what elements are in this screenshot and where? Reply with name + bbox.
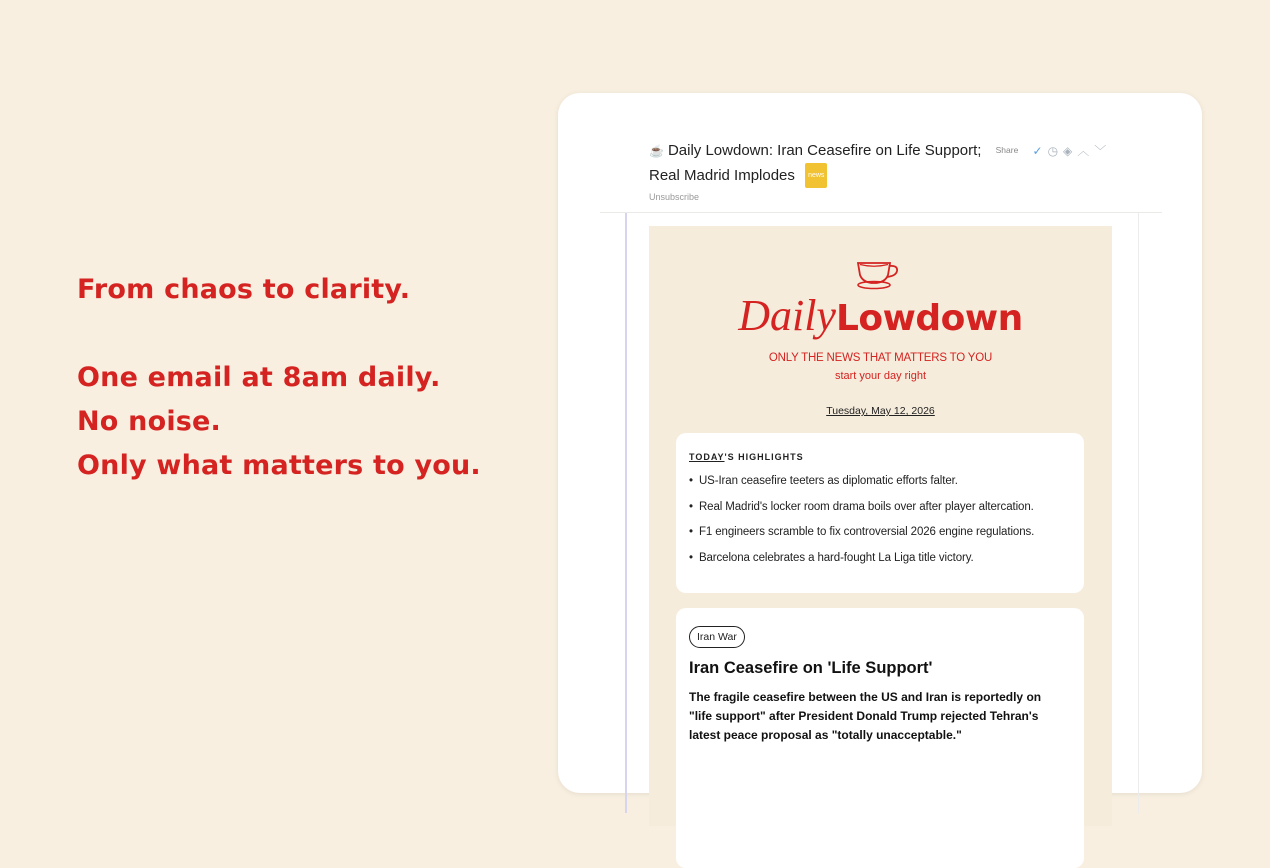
story-lede: The fragile ceasefire between the US and Iran is reportedly on "life support" after President Donald Trump rejected Tehran's latest peace proposal as "totally unacceptable." [689, 690, 1042, 742]
hero-line-1: From chaos to clarity. [77, 274, 411, 305]
hero-line-4: Only what matters to you. [77, 450, 481, 481]
list-item: • F1 engineers scramble to fix controversial 2026 engine regulations. [689, 520, 1034, 546]
highlights-list [689, 469, 1034, 571]
highlights-title [689, 452, 804, 462]
subject-line-2: Real Madrid Implodes [649, 167, 795, 184]
newsletter-body [649, 226, 1112, 826]
list-item: • Barcelona celebrates a hard-fought La Liga title victory. [689, 546, 1034, 572]
list-item: • Real Madrid's locker room drama boils over after player altercation. [689, 495, 1034, 521]
share-button[interactable]: Share [995, 145, 1019, 155]
hero-text [77, 268, 481, 488]
email-subject [649, 139, 1149, 188]
chevron-up-icon[interactable]: ︿ [1077, 144, 1095, 158]
label-tag[interactable]: news [805, 163, 827, 188]
list-item: • US-Iran ceasefire teeters as diplomatic efforts falter. [689, 469, 1034, 495]
subject-line-1: Daily Lowdown: Iran Ceasefire on Life Support; [667, 142, 982, 159]
highlights-card [676, 433, 1084, 593]
hero-line-2: One email at 8am daily. [77, 362, 441, 393]
unsubscribe-link[interactable]: Unsubscribe [649, 192, 700, 202]
highlights-title-today: TODAY [689, 452, 725, 462]
email-toolbar [1033, 140, 1112, 163]
highlights-title-rest: 'S HIGHLIGHTS [724, 452, 804, 462]
clock-icon[interactable]: ◷ [1047, 144, 1064, 158]
brand-tagline: ONLY THE NEWS THAT MATTERS TO YOU [768, 352, 993, 364]
check-icon[interactable]: ✓ [1032, 144, 1048, 158]
chevron-down-icon[interactable]: ﹀ [1094, 144, 1112, 158]
coffee-icon: ☕ [649, 144, 664, 158]
brand-lowdown: Lowdown [835, 298, 1023, 339]
brand-daily: Daily [738, 291, 836, 340]
brand-logo [649, 290, 1112, 341]
hero-line-3: No noise. [77, 406, 222, 437]
brand-subline: start your day right [834, 370, 927, 382]
coffee-cup-logo-icon [854, 253, 906, 291]
layers-icon[interactable]: ◈ [1063, 144, 1078, 158]
story-category-tag[interactable]: Iran War [689, 626, 745, 648]
email-header [649, 139, 1149, 202]
story-card [676, 608, 1084, 868]
issue-date[interactable]: Tuesday, May 12, 2026 [826, 405, 935, 417]
email-client-window [558, 93, 1202, 793]
story-title[interactable]: Iran Ceasefire on 'Life Support' [689, 659, 933, 677]
